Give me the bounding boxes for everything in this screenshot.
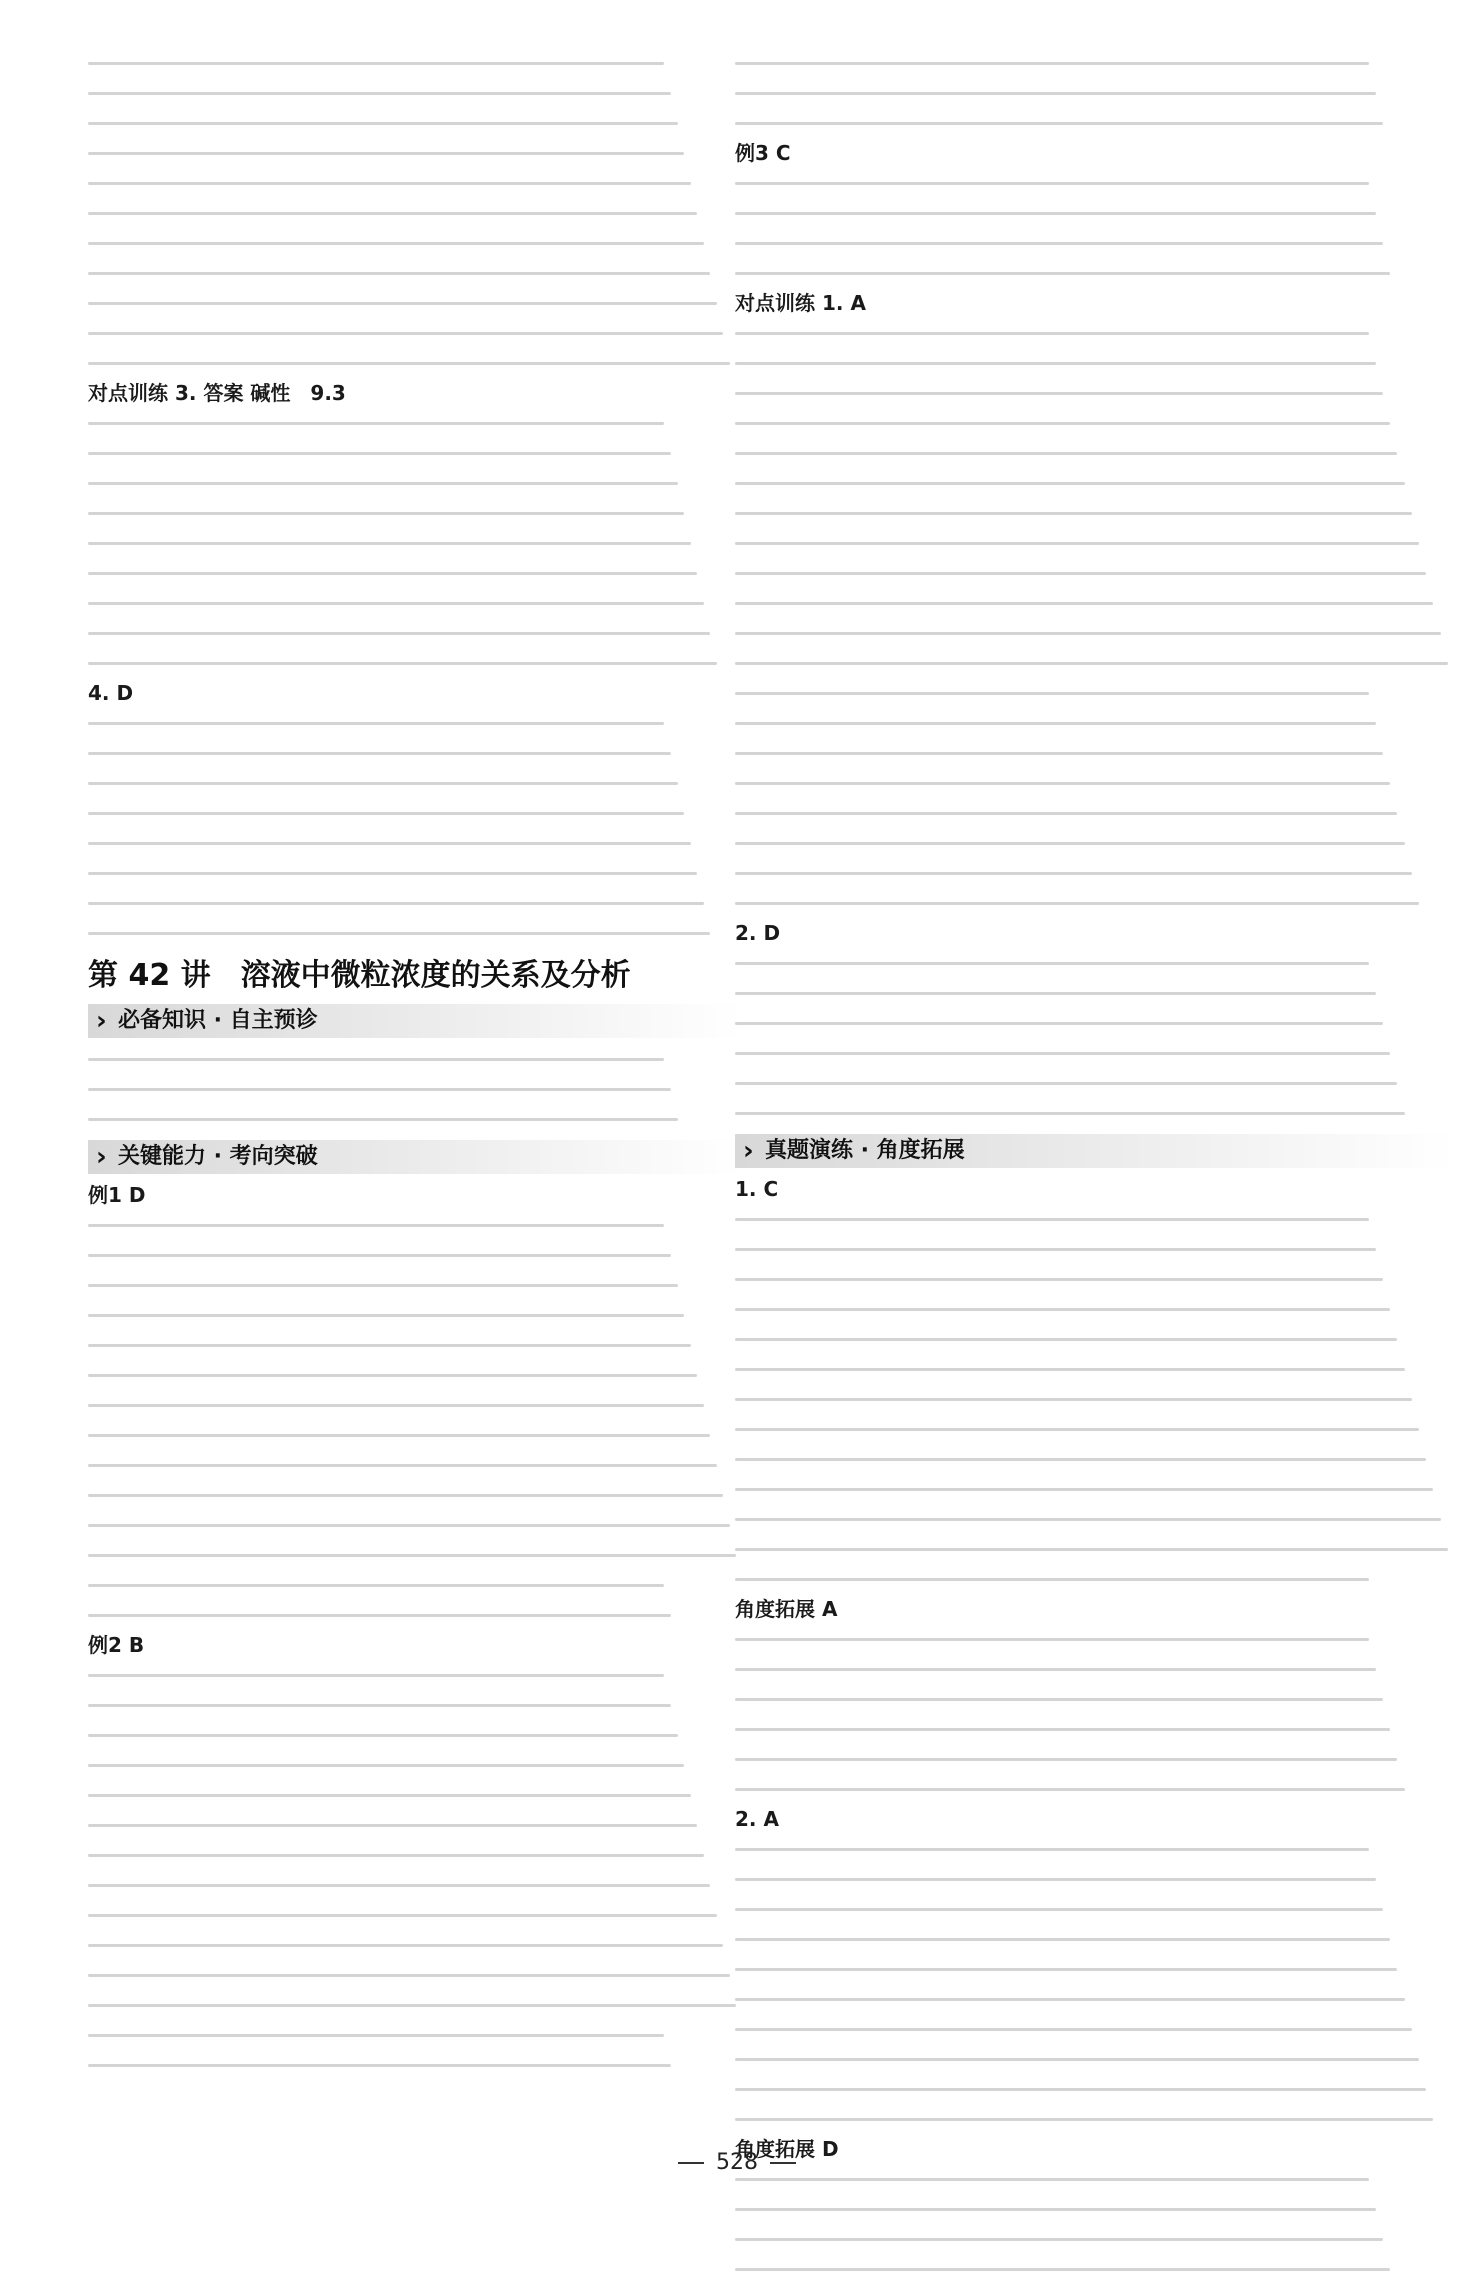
text-line-placeholder — [735, 1968, 1397, 1971]
text-line-placeholder — [88, 2034, 664, 2037]
lecture-title: 第 42 讲 溶液中微粒浓度的关系及分析 — [88, 958, 631, 993]
text-line-placeholder — [735, 1112, 1405, 1115]
text-line — [88, 1510, 743, 1540]
text-line — [735, 1204, 1455, 1234]
example-3-line — [735, 138, 1455, 168]
right-bottom-text-block — [735, 1204, 1455, 1594]
text-line-placeholder — [735, 1848, 1369, 1851]
section-band-key-abilities: › 关键能力 · 考向突破 — [88, 1140, 743, 1174]
text-line-placeholder — [735, 242, 1383, 245]
text-line — [735, 648, 1455, 678]
left-top-text-block-3 — [88, 708, 743, 948]
answer-label: 对点训练 3. 答案 碱性 9.3 — [88, 381, 346, 405]
text-line-placeholder — [88, 902, 704, 905]
text-line — [735, 1264, 1455, 1294]
left-top-text-block — [88, 48, 743, 378]
text-line — [88, 1074, 743, 1104]
item-2-bottom-line — [735, 1804, 1455, 1834]
text-line — [88, 1300, 743, 1330]
text-line-placeholder — [88, 872, 697, 875]
text-line-placeholder — [735, 1488, 1433, 1491]
text-line-placeholder — [735, 62, 1369, 65]
text-line — [735, 1894, 1455, 1924]
text-line — [88, 1690, 743, 1720]
text-line — [88, 78, 743, 108]
text-line — [735, 828, 1455, 858]
text-line — [88, 318, 743, 348]
text-line — [88, 708, 743, 738]
text-line — [735, 1294, 1455, 1324]
text-line-placeholder — [735, 662, 1448, 665]
text-line — [88, 2020, 743, 2050]
text-line-placeholder — [88, 1584, 664, 1587]
text-line — [88, 2050, 743, 2080]
text-line-placeholder — [88, 1494, 723, 1497]
text-line-placeholder — [735, 2118, 1433, 2121]
footer-dash-right — [770, 2162, 796, 2164]
text-line-placeholder — [88, 1854, 704, 1857]
text-line — [735, 1534, 1455, 1564]
text-line-placeholder — [735, 452, 1397, 455]
text-line-placeholder — [88, 602, 704, 605]
text-line — [88, 1780, 743, 1810]
text-line — [88, 1480, 743, 1510]
text-line-placeholder — [88, 1704, 671, 1707]
text-line-placeholder — [735, 2028, 1412, 2031]
text-line-placeholder — [88, 182, 691, 185]
text-line-placeholder — [735, 992, 1376, 995]
text-line — [88, 468, 743, 498]
text-line — [88, 1420, 743, 1450]
text-line — [735, 1864, 1455, 1894]
text-line-placeholder — [735, 392, 1383, 395]
text-line-placeholder — [735, 1428, 1419, 1431]
text-line-placeholder — [88, 1404, 704, 1407]
text-line-placeholder — [735, 902, 1419, 905]
text-line-placeholder — [735, 272, 1390, 275]
text-line — [735, 798, 1455, 828]
text-line — [88, 1600, 743, 1630]
text-line-placeholder — [735, 1998, 1405, 2001]
text-line — [735, 2044, 1455, 2074]
text-line-placeholder — [88, 152, 684, 155]
text-line — [735, 1444, 1455, 1474]
text-line-placeholder — [88, 272, 710, 275]
text-line-placeholder — [88, 122, 678, 125]
text-line — [88, 1900, 743, 1930]
item-4-line — [88, 678, 743, 708]
text-line — [735, 618, 1455, 648]
text-line — [735, 438, 1455, 468]
text-line-placeholder — [735, 602, 1433, 605]
text-line — [735, 1714, 1455, 1744]
text-line-placeholder — [735, 1082, 1397, 1085]
text-line-placeholder — [735, 1638, 1369, 1641]
text-line-placeholder — [735, 1368, 1405, 1371]
example-3-label: 例3 C — [735, 141, 791, 165]
text-line — [735, 1654, 1455, 1684]
text-line — [88, 1390, 743, 1420]
text-line — [735, 2104, 1455, 2134]
text-line — [88, 1540, 743, 1570]
example-2-line — [88, 1630, 743, 1660]
training-1-line — [735, 288, 1455, 318]
text-line-placeholder — [735, 1698, 1383, 1701]
text-line — [735, 1068, 1455, 1098]
text-line — [88, 618, 743, 648]
text-line-placeholder — [88, 1884, 710, 1887]
text-line — [88, 138, 743, 168]
page-number: 528 — [716, 2150, 758, 2175]
text-line-placeholder — [735, 512, 1412, 515]
text-line-placeholder — [88, 302, 717, 305]
text-line-placeholder — [735, 842, 1405, 845]
text-line — [735, 468, 1455, 498]
text-line — [88, 1660, 743, 1690]
extension-a-label: 角度拓展 A — [735, 1597, 838, 1621]
text-line — [88, 1930, 743, 1960]
text-line-placeholder — [88, 1374, 697, 1377]
text-line-placeholder — [88, 2064, 671, 2067]
text-line-placeholder — [735, 542, 1419, 545]
text-line — [735, 1924, 1455, 1954]
text-line — [735, 2194, 1455, 2224]
item-2-line — [735, 918, 1455, 948]
text-line-placeholder — [735, 632, 1441, 635]
text-line-placeholder — [88, 1524, 730, 1527]
right-top-text-block-2 — [735, 168, 1455, 288]
text-line — [735, 2224, 1455, 2254]
left-top-text-block-2 — [88, 408, 743, 678]
text-line — [735, 1098, 1455, 1128]
text-line — [88, 828, 743, 858]
text-line-placeholder — [735, 1788, 1405, 1791]
text-line — [88, 558, 743, 588]
text-line-placeholder — [88, 92, 671, 95]
text-line-placeholder — [88, 422, 664, 425]
text-line-placeholder — [88, 62, 664, 65]
text-line — [88, 1570, 743, 1600]
text-line-placeholder — [88, 1614, 671, 1617]
text-line-placeholder — [88, 1824, 697, 1827]
text-line — [88, 1750, 743, 1780]
text-line — [88, 858, 743, 888]
text-line — [88, 768, 743, 798]
text-line-placeholder — [88, 1674, 664, 1677]
text-line-placeholder — [88, 1224, 664, 1227]
right-bottom-text-block-2 — [735, 1624, 1455, 1804]
text-line — [88, 228, 743, 258]
text-line — [735, 768, 1455, 798]
text-line-placeholder — [88, 1554, 736, 1557]
text-line-placeholder — [735, 362, 1376, 365]
right-column — [735, 48, 1455, 2284]
section-band-prereq: › 必备知识 · 自主预诊 — [88, 1004, 743, 1038]
text-line-placeholder — [88, 1254, 671, 1257]
text-line — [88, 648, 743, 678]
text-line — [88, 918, 743, 948]
text-line-placeholder — [735, 752, 1383, 755]
text-line — [735, 1384, 1455, 1414]
text-line — [735, 1834, 1455, 1864]
text-line — [88, 108, 743, 138]
text-line — [88, 1044, 743, 1074]
text-line — [735, 378, 1455, 408]
text-line — [88, 1840, 743, 1870]
right-top-text-block — [735, 48, 1455, 138]
text-line-placeholder — [735, 1758, 1397, 1761]
text-line-placeholder — [88, 332, 723, 335]
answer-line — [88, 378, 743, 408]
text-line — [88, 1990, 743, 2020]
training-1-label: 对点训练 1. A — [735, 291, 866, 315]
text-line — [735, 678, 1455, 708]
item-1-bottom-line — [735, 1174, 1455, 1204]
item-2-label: 2. D — [735, 921, 781, 945]
example-2-label: 例2 B — [88, 1633, 145, 1657]
text-line-placeholder — [735, 2268, 1390, 2271]
text-line — [735, 588, 1455, 618]
text-line-placeholder — [88, 1058, 664, 1061]
left-column — [88, 48, 743, 2080]
text-line — [735, 1954, 1455, 1984]
text-line-placeholder — [735, 1728, 1390, 1731]
right-bottom-text-block-3 — [735, 1834, 1455, 2134]
section-band-real-exam: › 真题演练 · 角度拓展 — [735, 1134, 1455, 1168]
text-line-placeholder — [88, 452, 671, 455]
item-4-label: 4. D — [88, 681, 134, 705]
text-line — [735, 2014, 1455, 2044]
text-line — [88, 1870, 743, 1900]
example-1-label: 例1 D — [88, 1183, 146, 1207]
text-line-placeholder — [735, 2058, 1419, 2061]
text-line-placeholder — [88, 1434, 710, 1437]
text-line-placeholder — [88, 482, 678, 485]
text-line-placeholder — [88, 1944, 723, 1947]
text-line — [88, 738, 743, 768]
text-line — [735, 1744, 1455, 1774]
text-line-placeholder — [88, 362, 730, 365]
text-line-placeholder — [88, 1118, 678, 1121]
text-line — [88, 288, 743, 318]
page-footer — [0, 2150, 1474, 2175]
text-line-placeholder — [88, 812, 684, 815]
text-line-placeholder — [735, 812, 1397, 815]
text-line — [735, 528, 1455, 558]
text-line-placeholder — [88, 1284, 678, 1287]
text-line — [88, 588, 743, 618]
footer-dash-left — [678, 2162, 704, 2164]
right-bottom-text-block-4 — [735, 2164, 1455, 2284]
extension-a-line — [735, 1594, 1455, 1624]
text-line-placeholder — [735, 1668, 1376, 1671]
text-line — [735, 1234, 1455, 1264]
text-line — [735, 2254, 1455, 2284]
text-line-placeholder — [88, 1734, 678, 1737]
text-line — [88, 1960, 743, 1990]
left-bottom-text-block-2 — [88, 1660, 743, 2080]
text-line-placeholder — [88, 1314, 684, 1317]
text-line — [88, 498, 743, 528]
text-line-placeholder — [88, 1088, 671, 1091]
text-line — [735, 408, 1455, 438]
text-line-placeholder — [735, 1458, 1426, 1461]
text-line-placeholder — [735, 962, 1369, 965]
text-line-placeholder — [735, 482, 1405, 485]
text-line-placeholder — [735, 1218, 1369, 1221]
text-line — [735, 858, 1455, 888]
text-line — [735, 1564, 1455, 1594]
text-line — [88, 1360, 743, 1390]
text-line-placeholder — [735, 92, 1376, 95]
text-line — [735, 1504, 1455, 1534]
text-line — [88, 408, 743, 438]
left-bottom-text-block — [88, 1210, 743, 1630]
text-line — [735, 708, 1455, 738]
text-line — [735, 1684, 1455, 1714]
text-line-placeholder — [735, 1338, 1397, 1341]
text-line-placeholder — [735, 2088, 1426, 2091]
text-line — [735, 1354, 1455, 1384]
item-1-bottom-label: 1. C — [735, 1177, 779, 1201]
text-line — [88, 1720, 743, 1750]
text-line-placeholder — [88, 212, 697, 215]
text-line — [88, 438, 743, 468]
text-line — [88, 1240, 743, 1270]
left-mid-text-block — [88, 1044, 743, 1134]
text-line-placeholder — [735, 1908, 1383, 1911]
text-line — [735, 1774, 1455, 1804]
text-line-placeholder — [88, 782, 678, 785]
text-line-placeholder — [735, 2178, 1369, 2181]
text-line-placeholder — [88, 752, 671, 755]
text-line — [735, 198, 1455, 228]
text-line-placeholder — [735, 1022, 1383, 1025]
text-line-placeholder — [88, 1464, 717, 1467]
text-line — [735, 258, 1455, 288]
text-line-placeholder — [88, 842, 691, 845]
text-line — [88, 1330, 743, 1360]
text-line — [735, 1624, 1455, 1654]
text-line-placeholder — [735, 1548, 1448, 1551]
text-line-placeholder — [88, 722, 664, 725]
text-line — [735, 1474, 1455, 1504]
text-line-placeholder — [735, 872, 1412, 875]
text-line — [88, 528, 743, 558]
text-line-placeholder — [735, 572, 1426, 575]
text-line — [735, 348, 1455, 378]
text-line-placeholder — [735, 122, 1383, 125]
right-top-text-block-3 — [735, 318, 1455, 918]
text-line-placeholder — [735, 1518, 1441, 1521]
text-line-placeholder — [735, 1398, 1412, 1401]
text-line — [88, 1450, 743, 1480]
extension-d-label: 角度拓展 D — [735, 2137, 839, 2161]
text-line-placeholder — [735, 1052, 1390, 1055]
text-line-placeholder — [735, 182, 1369, 185]
text-line-placeholder — [88, 572, 697, 575]
text-line-placeholder — [735, 1278, 1383, 1281]
text-line-placeholder — [735, 212, 1376, 215]
text-line-placeholder — [88, 632, 710, 635]
text-line — [735, 1414, 1455, 1444]
text-line — [88, 1210, 743, 1240]
text-line — [735, 108, 1455, 138]
text-line — [88, 198, 743, 228]
text-line-placeholder — [88, 932, 710, 935]
text-line — [88, 1270, 743, 1300]
text-line — [735, 948, 1455, 978]
text-line — [735, 738, 1455, 768]
text-line — [88, 888, 743, 918]
text-line — [735, 498, 1455, 528]
text-line — [735, 978, 1455, 1008]
text-line-placeholder — [735, 1248, 1376, 1251]
text-line-placeholder — [88, 1794, 691, 1797]
text-line — [88, 48, 743, 78]
text-line-placeholder — [735, 692, 1369, 695]
text-line-placeholder — [88, 1974, 730, 1977]
item-2-bottom-label: 2. A — [735, 1807, 779, 1831]
text-line — [735, 888, 1455, 918]
text-line — [735, 558, 1455, 588]
text-line — [88, 258, 743, 288]
text-line-placeholder — [88, 512, 684, 515]
text-line-placeholder — [735, 422, 1390, 425]
text-line — [735, 168, 1455, 198]
text-line-placeholder — [735, 1878, 1376, 1881]
text-line — [88, 798, 743, 828]
text-line — [88, 348, 743, 378]
text-line — [735, 78, 1455, 108]
text-line — [735, 1984, 1455, 2014]
text-line — [735, 48, 1455, 78]
text-line-placeholder — [88, 1764, 684, 1767]
text-line-placeholder — [735, 782, 1390, 785]
text-line — [735, 1038, 1455, 1068]
text-line-placeholder — [735, 2208, 1376, 2211]
text-line-placeholder — [735, 722, 1376, 725]
text-line-placeholder — [88, 662, 717, 665]
text-line — [735, 2074, 1455, 2104]
text-line-placeholder — [88, 1914, 717, 1917]
text-line-placeholder — [735, 332, 1369, 335]
text-line-placeholder — [735, 1938, 1390, 1941]
text-line-placeholder — [735, 1578, 1369, 1581]
text-line-placeholder — [88, 1344, 691, 1347]
right-top-text-block-4 — [735, 948, 1455, 1128]
text-line-placeholder — [735, 1308, 1390, 1311]
text-line — [735, 318, 1455, 348]
text-line — [88, 1810, 743, 1840]
text-line-placeholder — [88, 242, 704, 245]
text-line-placeholder — [88, 2004, 736, 2007]
text-line-placeholder — [88, 542, 691, 545]
text-line — [735, 1324, 1455, 1354]
text-line — [735, 1008, 1455, 1038]
text-line — [735, 228, 1455, 258]
example-1-line — [88, 1180, 743, 1210]
text-line — [88, 168, 743, 198]
text-line — [88, 1104, 743, 1134]
text-line-placeholder — [735, 2238, 1383, 2241]
